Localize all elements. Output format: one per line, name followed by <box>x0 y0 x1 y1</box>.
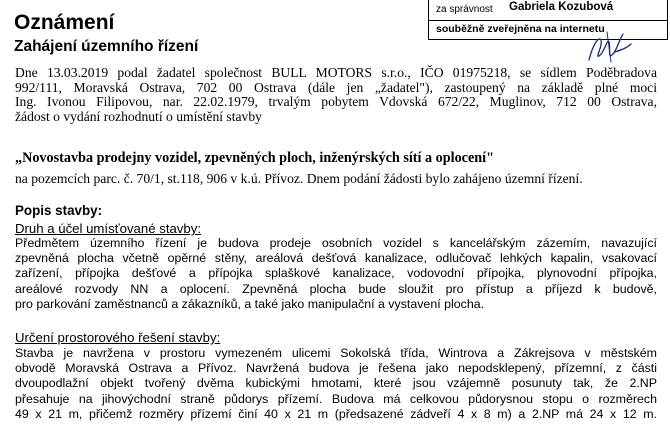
text-line: přesahuje na jihovýchodní straně půdorys přízemí. Budova má celkovou půdorysnou stopu o rozměrech <box>15 391 657 406</box>
description-heading: Popis stavby: <box>15 203 103 218</box>
page-subtitle: Zahájení územního řízení <box>14 38 199 55</box>
intro-line: Ing. Ivonou Filipovou, nar. 22.02.1979, trvalým pobytem Vdovská 672/22, Muglinov, 712 00 Ostrava, <box>15 94 657 110</box>
project-name: „Novostavba prodejny vozidel, zpevněných ploch, inženýrských sítí a oplocení" <box>15 150 494 166</box>
text-line: areálové rozvody NN a oplocení. Zpevněná plocha bude sloužit pro přístup a příjezd k budově, <box>15 281 657 296</box>
handwritten-signature-icon <box>585 30 633 66</box>
text-line: Stavba je navržena v prostoru vymezeném ulicemi Sokolská třída, Wintrova a Zákrejsova v městském <box>15 346 657 360</box>
stamp-signatory-name: Gabriela Kozubová <box>509 1 614 13</box>
section-heading-type-purpose: Druh a účel umísťované stavby: <box>15 221 201 236</box>
text-line: zpevněná plocha včetně opěrné stěny, areálová dešťová kanalizace, odlučovač lehkých kapalin, vsakovací <box>15 251 657 266</box>
stamp-prefix: za správnost <box>436 4 493 15</box>
text-line: Předmětem územního řízení je budova prodeje osobních vozidel s kancelářským zázemím, navazující <box>15 236 657 250</box>
intro-paragraph <box>15 66 657 124</box>
intro-line: Dne 13.03.2019 podal žadatel společnost BULL MOTORS s.r.o., IČO 01975218, se sídlem Poděbradova <box>15 65 657 80</box>
section-type-purpose-text <box>15 236 657 312</box>
text-line: zařízení, přípojka dešťové a přípojka splaškové kanalizace, vodovodní přípojka, plynovodní přípojka, <box>15 266 657 281</box>
stamp-verification-row <box>429 0 667 21</box>
text-line: 49 x 21 m, přičemž rozměry přízemí činí 40 x 21 m (předsazené zádveří 4 x 8 m) a 2.NP má 24 x 12 m. <box>15 406 657 421</box>
text-line: pro parkování zaměstnanců a zákazníků, a také jako manipulační a vystavení plocha. <box>15 296 485 311</box>
page-title: Oznámení <box>14 11 115 34</box>
intro-line: 992/111, Moravská Ostrava, 702 00 Ostrava (dále jen „žadatel"), zastoupený na základě plné moci <box>15 79 657 95</box>
location-text: na pozemcích parc. č. 70/1, st.118, 906 v k.ú. Přívoz. Dnem podání žádosti bylo zahájeno územní řízení. <box>15 171 583 186</box>
text-line: obvodě Moravská Ostrava a Přívoz. Navržená budova je řešena jako nepodsklepený, přízemní, z části <box>15 361 657 376</box>
stamp-publication-note: souběžně zveřejněna na internetu <box>436 23 605 35</box>
section-spatial-solution-text <box>15 346 657 422</box>
section-heading-spatial-solution: Určení prostorového řešení stavby: <box>15 330 221 345</box>
intro-line: žádost o vydání rozhodnutí o umístění stavby <box>15 108 262 124</box>
text-line: dvoupodlažní objekt tvořený dvěma kubickými hmotami, které jsou vzájemně posunuty tak, že 2.NP <box>15 376 657 391</box>
